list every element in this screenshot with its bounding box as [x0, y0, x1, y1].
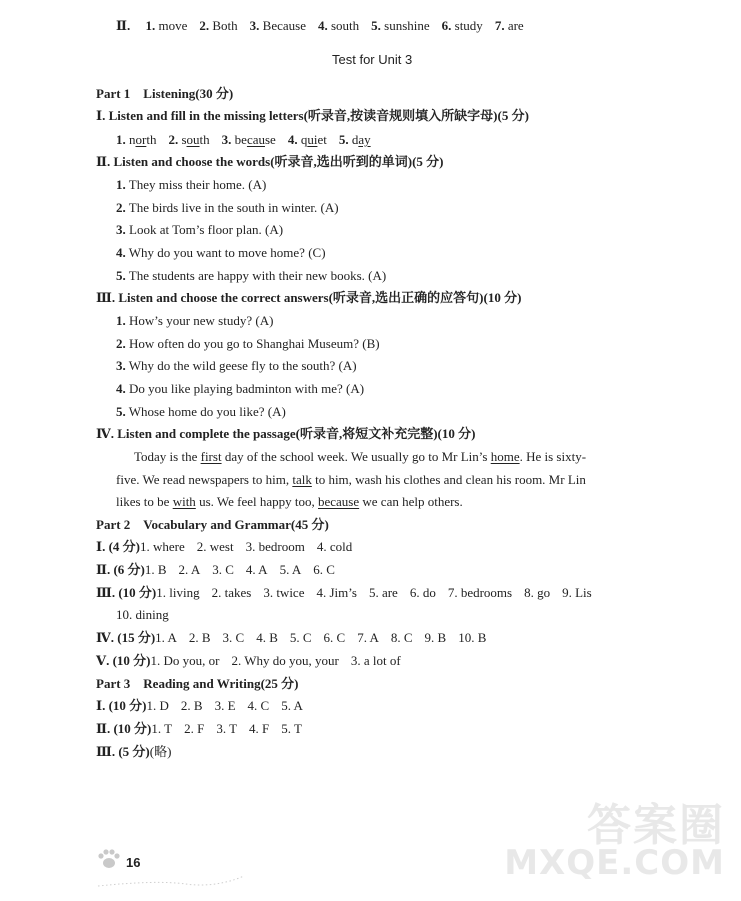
row-answer: 1. T [151, 721, 173, 736]
row-answer: 3. twice [263, 585, 305, 600]
row-answer: 2. B [188, 630, 211, 645]
word-part: th [199, 132, 210, 147]
item-number: 5. [116, 267, 126, 283]
row-answer: 4. C [247, 698, 270, 713]
row-label: Ⅴ. (10 分) [96, 653, 151, 668]
passage-line-1 [134, 449, 586, 465]
item-answer: move [158, 18, 188, 33]
row-answer: 2. takes [211, 585, 252, 600]
row-answer: 1. D [146, 698, 169, 713]
roman-numeral: Ⅱ. [116, 18, 131, 33]
page-title: Test for Unit 3 [332, 52, 413, 67]
sentence-text: Why do the wild geese fly to the south? (A) [128, 358, 357, 374]
row-answer: 8. go [524, 585, 551, 600]
item-number: 1. [116, 177, 126, 192]
item-number: 2. [116, 335, 126, 351]
sentence-text: They miss their home. (A) [128, 177, 267, 192]
passage-text: Today is the [134, 449, 201, 464]
row-answer: 5. are [368, 585, 398, 600]
watermark [504, 785, 733, 895]
passage-text: . He is sixty- [519, 449, 587, 464]
sentence-line [116, 313, 273, 329]
item-answer: sunshine [384, 18, 430, 33]
row-answer: 3. C [212, 562, 234, 577]
part1-s1-answers [116, 132, 371, 148]
part3-heading: Part 3 Reading and Writing(25 分) [96, 676, 299, 691]
word-part: s [181, 132, 187, 147]
row-answer: 7. A [357, 630, 379, 645]
item-number: 4. [287, 132, 298, 147]
row-answer: 4. cold [316, 539, 353, 554]
row-answer: 5. A [281, 698, 303, 713]
part1-s1-heading: Ⅰ. Listen and fill in the missing letters(听录音,按读音规则填入所缺字母)(5 分) [96, 108, 529, 123]
underlined-letters: ay [358, 132, 371, 147]
word-part: et [317, 132, 327, 147]
item-number: 4. [317, 18, 328, 33]
underlined-letters: ui [307, 132, 318, 147]
item-number: 1. [145, 18, 156, 33]
part3-line-2 [96, 721, 302, 737]
passage-text: five. We read newspapers to him, [116, 472, 293, 487]
item-number: 3. [221, 132, 232, 147]
row-answer: 4. A [245, 562, 268, 577]
item-answer: south [330, 18, 360, 33]
passage-line-3 [116, 494, 463, 510]
part1-s3-heading: Ⅲ. Listen and choose the correct answers(听录音,选出正确的应答句)(10 分) [96, 290, 522, 305]
row-answer: (略) [149, 744, 172, 759]
part1-heading: Part 1 Listening(30 分) [96, 86, 234, 101]
item-answer: are [507, 18, 524, 33]
sentence-line [116, 200, 339, 216]
passage-text: us. We feel happy too, [195, 494, 318, 509]
row-answer: 5. A [279, 562, 302, 577]
sentence-text: How often do you go to Shanghai Museum? (B) [129, 335, 380, 351]
underlined-letters: or [135, 132, 147, 147]
passage-text: to him, wash his clothes and clean his room. Mr Lin [311, 472, 586, 487]
row-answer: 6. C [323, 630, 346, 645]
passage-text: day of the school week. We usually go to Mr Lin’s [221, 449, 491, 464]
sentence-line [116, 245, 326, 261]
item-number: 4. [116, 245, 126, 261]
watermark-line-2: MXQE.COM [504, 843, 725, 883]
part1-s2-heading: Ⅱ. Listen and choose the words(听录音,选出听到的单词)(5 分) [96, 154, 444, 169]
part2-heading: Part 2 Vocabulary and Grammar(45 分) [96, 517, 329, 532]
sentence-text: The students are happy with their new books. (A) [128, 267, 387, 283]
row-answer: 4. B [256, 630, 278, 645]
item-number: 4. [116, 381, 126, 397]
row-label: Ⅳ. (15 分) [96, 630, 156, 645]
row-label: Ⅰ. (10 分) [96, 698, 147, 713]
sentence-line [116, 336, 380, 352]
sentence-line [116, 268, 386, 284]
part2-line-4 [96, 630, 486, 646]
row-answer: 3. E [214, 698, 236, 713]
underlined-letters: ou [186, 132, 200, 147]
word-part: th [146, 132, 157, 147]
item-number: 3. [249, 18, 260, 33]
row-answer: 8. C [390, 630, 413, 645]
item-answer: Because [262, 18, 306, 33]
row-answer: 3. bedroom [245, 539, 305, 554]
sentence-text: How’s your new study? (A) [129, 313, 274, 328]
word-part: n [129, 132, 136, 147]
row-answer: 9. Lis [562, 585, 592, 600]
item-number: 3. [116, 222, 126, 238]
row-answer: 1. Do you, or [150, 653, 220, 668]
part2-line-2 [96, 562, 335, 578]
item-answer: study [454, 18, 483, 33]
item-number: 2. [168, 132, 179, 147]
sentence-line [116, 358, 357, 374]
row-answer: 1. living [156, 585, 200, 600]
row-answer: 6. do [409, 585, 436, 600]
item-answer: Both [212, 18, 238, 33]
row-answer: 1. A [155, 630, 177, 645]
footer-dotted-line [96, 862, 246, 892]
sentence-text: Whose home do you like? (A) [128, 403, 286, 419]
part3-line-1 [96, 698, 303, 714]
row-answer: 10. B [458, 630, 487, 645]
filled-answer: home [490, 449, 520, 464]
item-number: 2. [116, 199, 126, 215]
row-label: Ⅱ. (6 分) [96, 562, 145, 577]
sentence-text: Do you like playing badminton with me? (A) [129, 381, 365, 397]
row-answer: 3. a lot of [350, 653, 401, 668]
passage-text: we can help others. [359, 494, 463, 509]
row-answer: 4. Jim’s [316, 585, 357, 600]
item-number: 5. [116, 403, 126, 419]
sentence-text: Look at Tom’s floor plan. (A) [129, 222, 284, 238]
underlined-letters: cau [246, 132, 265, 147]
item-number: 5. [338, 132, 349, 147]
filled-answer: talk [292, 472, 312, 487]
sentence-line [116, 381, 364, 397]
header-answer-line [116, 18, 524, 34]
filled-answer: because [318, 494, 360, 509]
part2-line-3b: 10. dining [116, 607, 169, 622]
sentence-line [116, 177, 266, 193]
watermark-line-1: 答案圈 [587, 800, 725, 851]
item-number: 1. [116, 132, 126, 147]
sentence-text: Why do you want to move home? (C) [128, 245, 326, 261]
row-answer: 3. T [216, 721, 238, 736]
part2-line-1 [96, 539, 352, 555]
row-answer: 2. F [184, 721, 205, 736]
passage-line-2 [116, 472, 586, 488]
row-answer: 2. B [180, 698, 203, 713]
item-number: 1. [116, 313, 126, 328]
filled-answer: with [172, 494, 196, 509]
part2-line-5 [96, 653, 401, 669]
item-number: 6. [441, 18, 452, 33]
item-number: 5. [371, 18, 381, 33]
word-part: se [264, 132, 276, 147]
word-part: d [351, 132, 359, 147]
row-answer: 2. west [196, 539, 234, 554]
row-answer: 5. T [281, 721, 302, 736]
row-answer: 1. where [140, 539, 185, 554]
row-answer: 5. C [289, 630, 312, 645]
row-label: Ⅰ. (4 分) [96, 539, 140, 554]
sentence-text: The birds live in the south in winter. (A) [128, 199, 339, 215]
word-part: q [300, 132, 308, 147]
row-answer: 2. Why do you, your [231, 653, 339, 668]
part1-s4-heading: Ⅳ. Listen and complete the passage(听录音,将短文补充完整)(10 分) [96, 426, 476, 441]
part3-line-3 [96, 744, 171, 760]
item-number: 7. [494, 18, 505, 33]
item-number: 2. [199, 18, 210, 33]
item-number: 3. [116, 358, 126, 374]
page-number: 16 [126, 855, 141, 870]
part2-line-3 [96, 585, 592, 601]
row-answer: 7. bedrooms [447, 585, 513, 600]
row-answer: 3. C [222, 630, 245, 645]
row-answer: 2. A [178, 562, 201, 577]
filled-answer: first [200, 449, 222, 464]
row-label: Ⅲ. (10 分) [96, 585, 157, 600]
row-label: Ⅱ. (10 分) [96, 721, 152, 736]
passage-text: likes to be [116, 494, 173, 509]
row-answer: 9. B [424, 630, 447, 645]
row-label: Ⅲ. (5 分) [96, 744, 150, 759]
row-answer: 1. B [144, 562, 167, 577]
row-answer: 4. F [249, 721, 270, 736]
word-part: be [234, 132, 247, 147]
row-answer: 6. C [313, 562, 335, 577]
sentence-line [116, 404, 286, 420]
sentence-line [116, 222, 283, 238]
